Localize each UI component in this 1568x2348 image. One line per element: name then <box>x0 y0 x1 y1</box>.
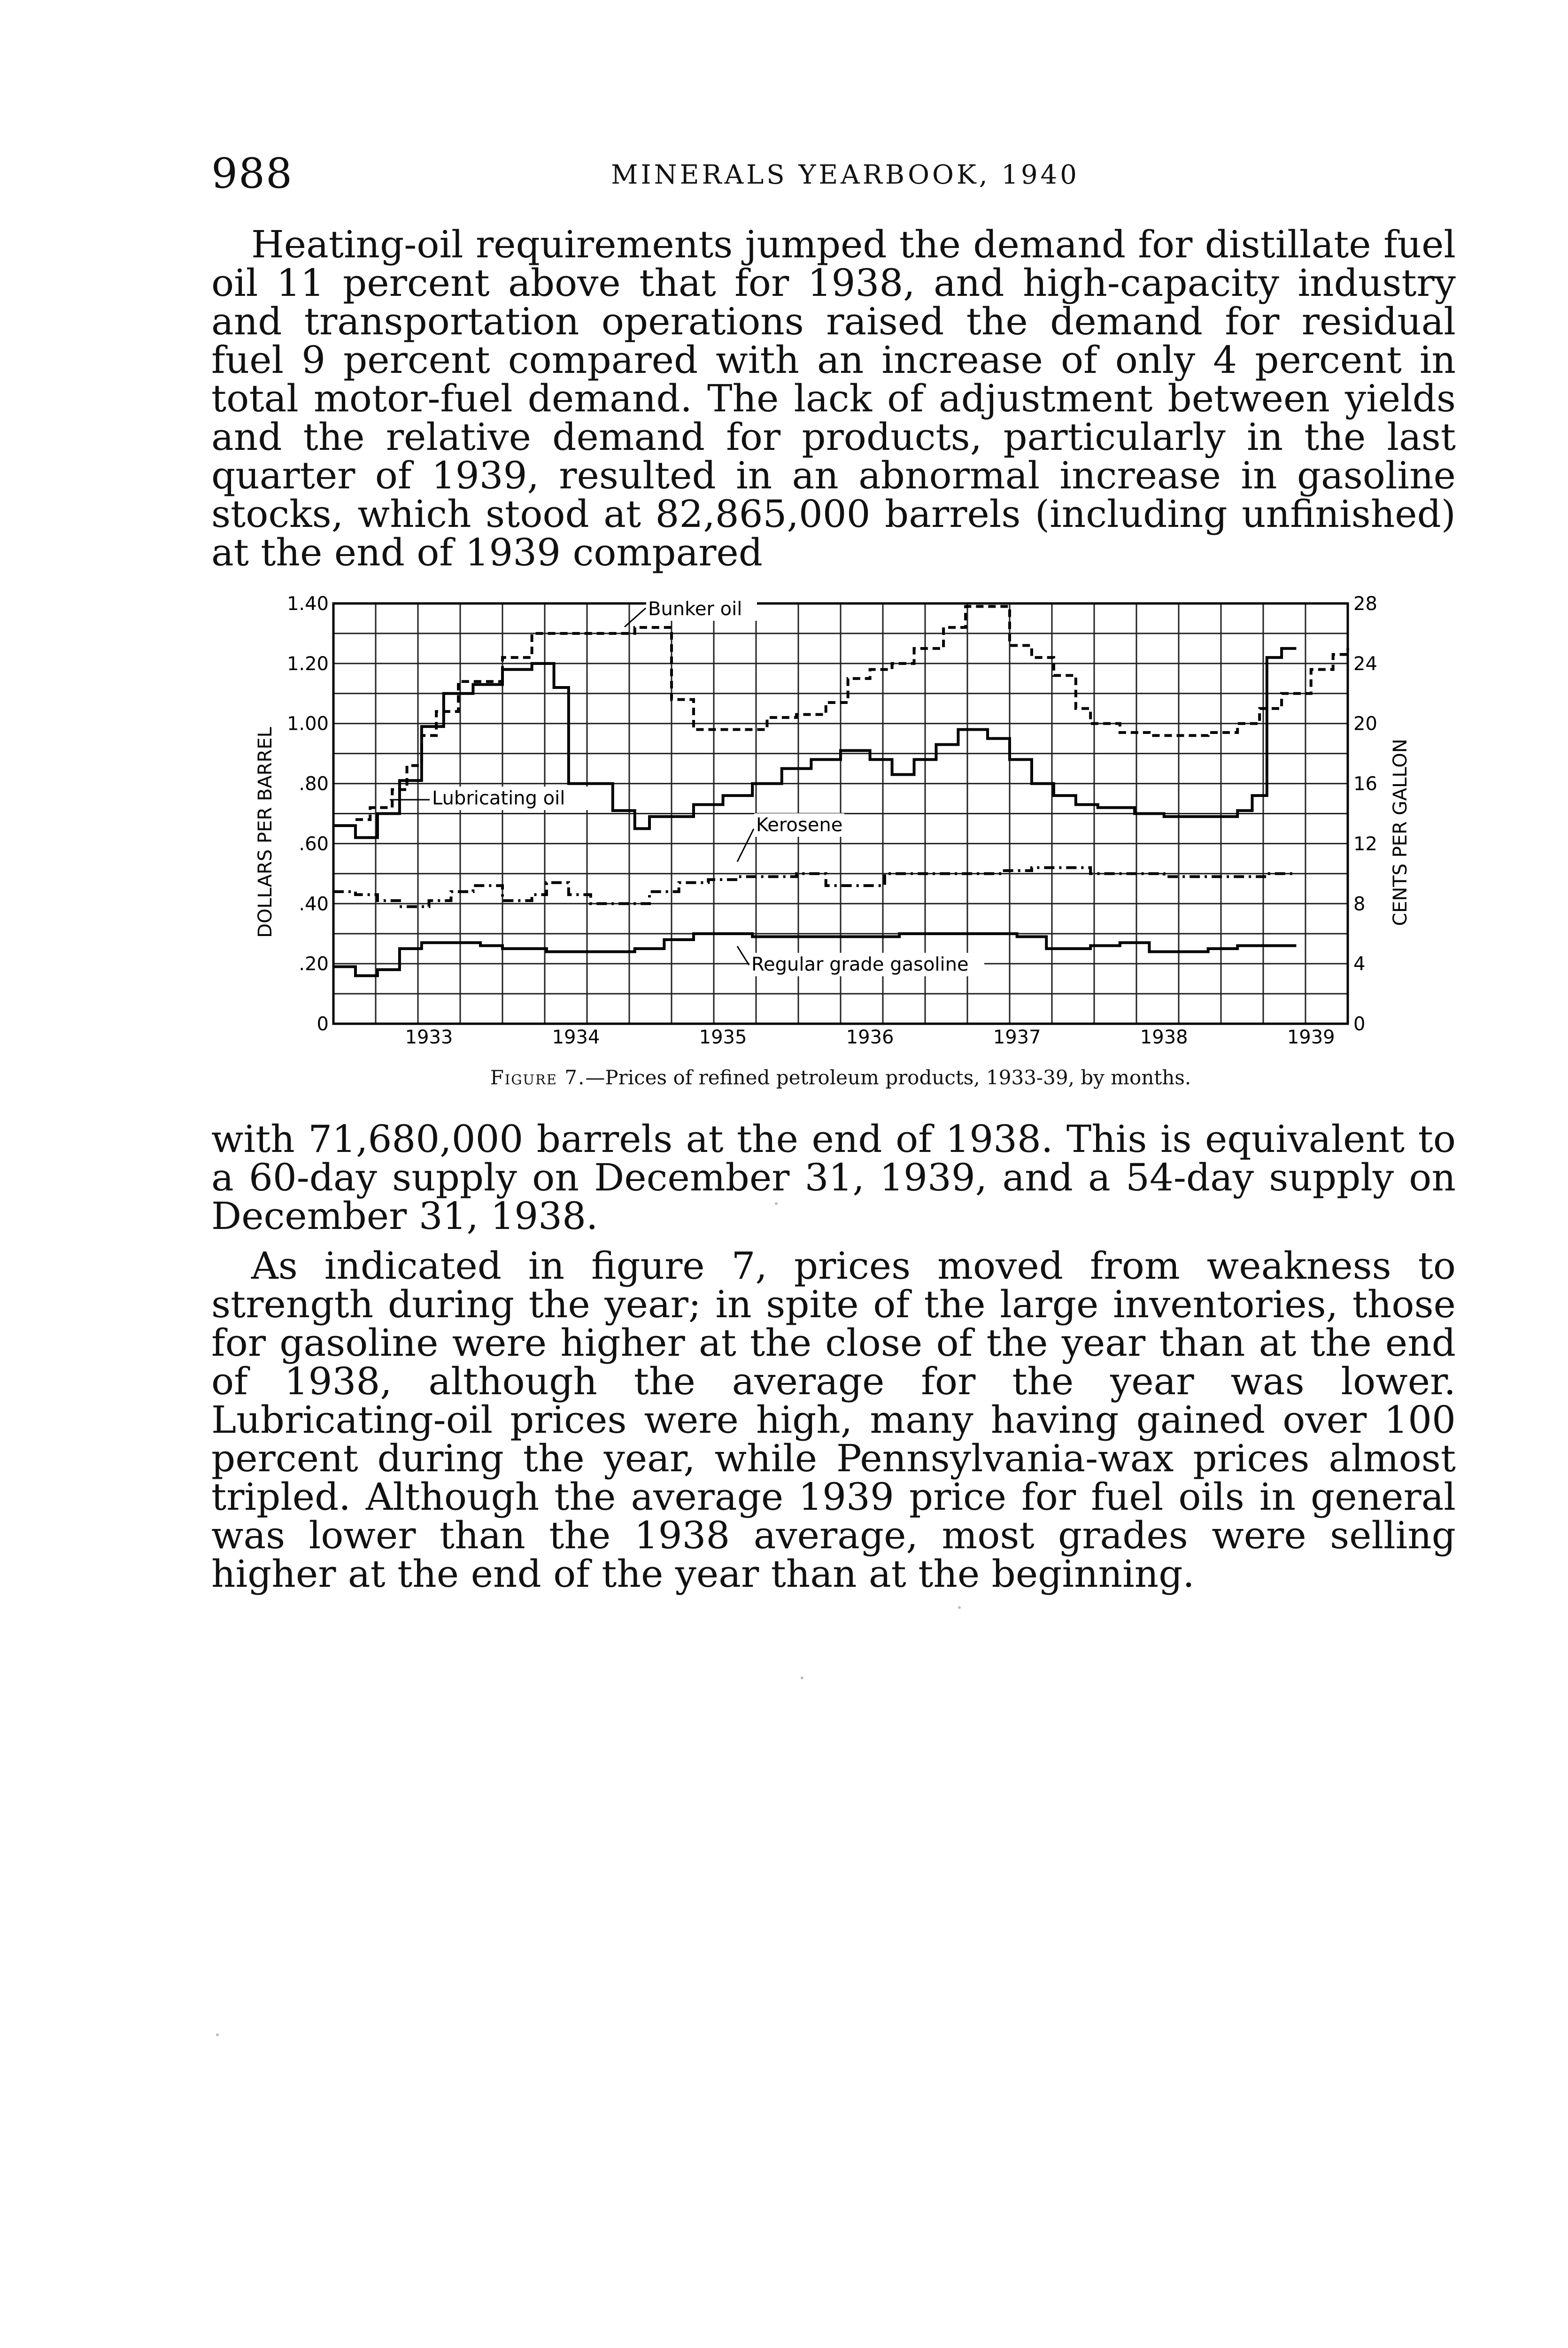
annotation-leader <box>625 608 646 627</box>
x-tick-label: 1938 <box>1140 1027 1188 1048</box>
print-speck <box>801 1676 803 1679</box>
print-speck <box>958 1606 961 1609</box>
y2-tick-label: 24 <box>1353 653 1377 675</box>
annotation-label: Lubricating oil <box>432 788 565 809</box>
y2-tick-label: 28 <box>1353 593 1377 615</box>
x-tick-label: 1933 <box>405 1027 453 1048</box>
running-title: MINERALS YEARBOOK, 1940 <box>611 160 1080 190</box>
y2-tick-label: 12 <box>1353 833 1377 855</box>
annotation-leader <box>737 946 749 965</box>
y2-tick-label: 16 <box>1353 773 1377 795</box>
y-tick-label: 1.20 <box>286 653 329 675</box>
y-tick-label: .80 <box>299 773 329 795</box>
y-tick-label: 0 <box>317 1013 329 1035</box>
x-tick-label: 1934 <box>552 1027 600 1048</box>
y-tick-label: .20 <box>299 953 329 975</box>
page-number: 988 <box>211 149 293 198</box>
x-tick-label: 1936 <box>846 1027 894 1048</box>
y-tick-label: .40 <box>299 893 329 915</box>
caption-label: Figure 7. <box>490 1066 586 1089</box>
y-axis-title: DOLLARS PER BARREL <box>255 727 276 938</box>
figure-7 <box>249 575 1432 1101</box>
annotation-leader <box>737 829 754 862</box>
paragraph-prices: As indicated in figure 7, prices moved from weakness to strength during the year; in spite of the large inventories, those for gasoline were higher at the close of the year than at the end of 1938, although the average for the year was lower. Lubricating-oil prices were high, many having gained over 100 percent during the year, while Pennsylvania-wax prices almost tripled. Although the average 1939 price for fuel oils in general was lower than the 1938 average, most grades were selling higher at the end of the year than at the beginning. <box>211 1244 1456 1596</box>
print-speck <box>775 1202 778 1205</box>
y2-tick-label: 4 <box>1353 953 1366 975</box>
page-header <box>211 149 1479 198</box>
y-tick-label: 1.00 <box>286 713 329 735</box>
y2-tick-label: 20 <box>1353 713 1377 735</box>
print-speck <box>216 2033 219 2036</box>
annotation-label: Regular grade gasoline <box>751 954 969 975</box>
figure-caption <box>249 1066 1432 1089</box>
paragraph-heating-oil: Heating-oil requirements jumped the demand for distillate fuel oil 11 percent above that for 1938, and high-capacity industry and transportation operations raised the demand for residual fuel 9 percent compared with an increase of only 4 percent in total motor-fuel demand. The lack of adjustment between yields and the relative demand for products, particularly in the last quarter of 1939, resulted in an abnormal increase in gasoline stocks, which stood at 82,865,000 barrels (including unfinished) at the end of 1939 compared <box>211 223 1456 574</box>
y-tick-label: 1.40 <box>286 593 329 615</box>
paragraph-supply: with 71,680,000 barrels at the end of 1938. This is equivalent to a 60-day supply on December 31, 1939, and a 54-day supply on December 31, 1938. <box>211 1117 1456 1238</box>
x-tick-label: 1939 <box>1287 1027 1335 1048</box>
annotation-label: Kerosene <box>756 814 843 836</box>
y-tick-label: .60 <box>299 833 329 855</box>
x-tick-label: 1935 <box>699 1027 747 1048</box>
x-tick-label: 1937 <box>993 1027 1041 1048</box>
y2-tick-label: 8 <box>1353 893 1366 915</box>
price-chart <box>249 575 1432 1054</box>
y2-axis-title: CENTS PER GALLON <box>1390 739 1411 926</box>
y2-tick-label: 0 <box>1353 1013 1366 1035</box>
caption-text: —Prices of refined petroleum products, 1933-39, by months. <box>585 1066 1191 1089</box>
annotation-label: Bunker oil <box>648 598 742 620</box>
